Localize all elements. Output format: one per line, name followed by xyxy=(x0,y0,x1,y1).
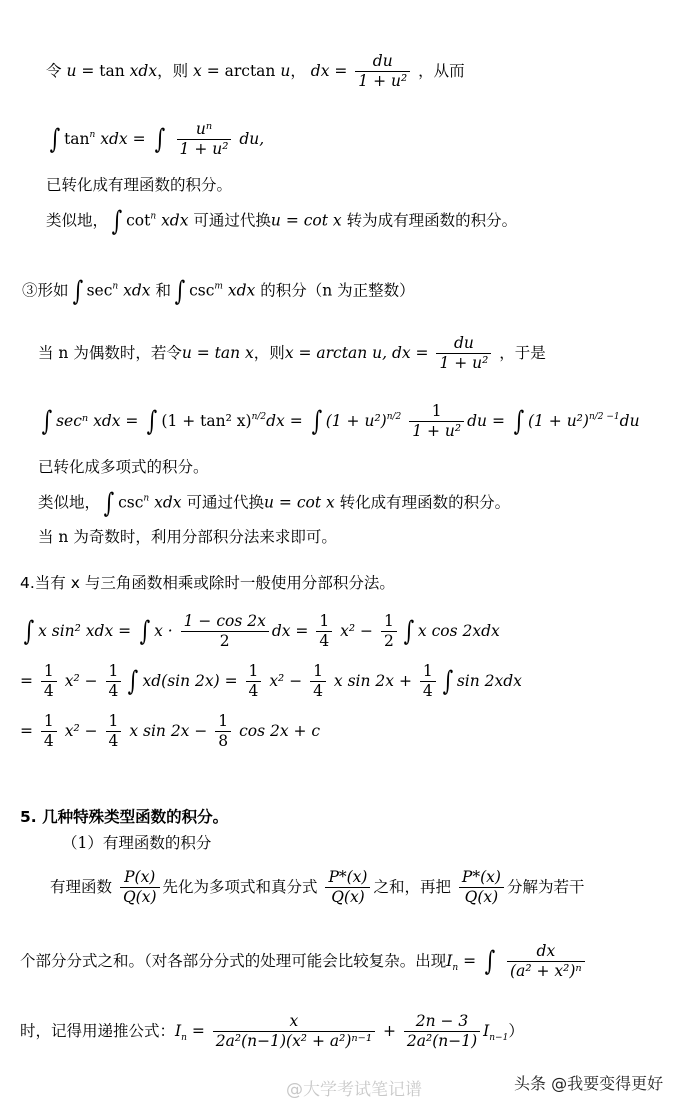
integral-sign: ∫ xyxy=(23,616,35,648)
text: ） xyxy=(508,1021,524,1040)
numerator: uⁿ xyxy=(177,120,232,140)
exponent: n/2 −1 xyxy=(588,411,620,422)
integral-sign: ∫ xyxy=(442,666,454,698)
text: x² − xyxy=(264,671,308,690)
integral-sign: ∫ xyxy=(154,124,165,156)
text: tan xyxy=(64,129,90,148)
text: 转为成有理函数的积分。 xyxy=(341,211,518,230)
text: xdx xyxy=(118,281,151,300)
text: (1 + tan² x) xyxy=(161,411,252,430)
integral-sign: ∫ xyxy=(41,406,53,438)
line-rational-decompose xyxy=(50,868,584,908)
integral-sign: ∫ xyxy=(174,276,186,307)
denominator: 4 xyxy=(108,682,119,701)
var: u xyxy=(280,61,291,80)
text: xdx xyxy=(222,281,256,300)
numerator: du xyxy=(436,334,491,354)
denominator: 2 xyxy=(383,632,394,651)
denominator: 2a²(n−1)(x² + a²)ⁿ⁻¹ xyxy=(215,1032,373,1051)
var: xdx xyxy=(129,61,158,80)
text: 和 xyxy=(150,281,171,300)
exponent: n/2 xyxy=(251,411,267,422)
denominator: 4 xyxy=(313,682,323,701)
numerator: 1 xyxy=(106,712,122,732)
exponent: n xyxy=(112,281,119,292)
text: u = cot x xyxy=(270,211,342,230)
denominator: 4 xyxy=(43,682,54,701)
text: 类似地， xyxy=(38,493,101,512)
text: x sin 2x − xyxy=(124,721,213,740)
exponent: n/2 xyxy=(386,411,402,422)
denominator: 2a²(n−1) xyxy=(406,1032,478,1051)
integral-sign: ∫ xyxy=(513,406,525,438)
paragraph: 当 n 为奇数时，利用分部积分法来求即可。 xyxy=(38,528,337,546)
text: (1 + u²) xyxy=(325,411,387,430)
text: x² − xyxy=(335,621,378,640)
author-credit: 头条 @我要变得更好 xyxy=(514,1074,664,1093)
denominator: 8 xyxy=(218,732,229,751)
text: 个部分分式之和。（对各部分分式的处理可能会比较复杂。出现 xyxy=(20,951,447,970)
integral-sign: ∫ xyxy=(311,406,322,438)
text: du, xyxy=(239,129,265,148)
numerator: 1 xyxy=(106,662,122,682)
text: x² − xyxy=(59,671,103,690)
fraction xyxy=(507,942,585,982)
text: + xyxy=(378,1021,401,1040)
text: xdx = xyxy=(95,129,151,148)
formula-step-2 xyxy=(20,662,522,702)
fraction xyxy=(41,712,57,752)
text: = xyxy=(458,951,482,970)
numerator: 1 xyxy=(381,612,397,632)
fraction xyxy=(177,120,232,160)
var: dx xyxy=(310,61,330,80)
numerator: 1 − cos 2x xyxy=(181,612,269,632)
numerator: P*(x) xyxy=(459,868,504,888)
line-even-case xyxy=(38,334,546,374)
fraction xyxy=(310,662,326,702)
text: ，则 xyxy=(253,343,285,362)
text: 可通过代换 xyxy=(188,211,271,230)
exponent: n xyxy=(143,493,150,504)
fraction xyxy=(106,662,122,702)
text: 可通过代换 xyxy=(181,493,264,512)
watermark: @大学考试笔记谱 xyxy=(286,1080,422,1100)
fraction xyxy=(381,612,397,652)
integral-sign: ∫ xyxy=(103,488,115,519)
text: = tan xyxy=(76,61,130,80)
var: x xyxy=(193,61,202,80)
numerator: 1 xyxy=(215,712,231,732)
text: sin 2xdx xyxy=(456,671,522,690)
text: csc xyxy=(118,493,144,512)
numerator: 1 xyxy=(41,712,57,732)
text: ③形如 xyxy=(22,281,69,300)
paragraph: 已转化成多项式的积分。 xyxy=(38,458,209,476)
text: du xyxy=(619,411,640,430)
integral-sign: ∫ xyxy=(111,206,123,237)
text: = arctan xyxy=(201,61,281,80)
integral-sign: ∫ xyxy=(128,666,139,698)
text: cot xyxy=(126,211,151,230)
text: x · xyxy=(154,621,178,640)
subscript: n xyxy=(181,1032,187,1043)
fraction xyxy=(355,52,410,92)
formula-step-3 xyxy=(20,712,320,752)
text: dx = xyxy=(271,621,314,640)
text: dx = xyxy=(266,411,308,430)
denominator: 4 xyxy=(422,682,433,701)
text: = xyxy=(329,61,353,80)
integral-sign: ∫ xyxy=(484,946,496,978)
fraction xyxy=(41,662,57,702)
exponent: n xyxy=(150,211,157,222)
subscript: n xyxy=(452,962,459,973)
exponent: m xyxy=(214,281,223,292)
subscript: n−1 xyxy=(489,1032,509,1043)
text: 有理函数 xyxy=(50,877,113,896)
integral-sign: ∫ xyxy=(147,406,158,438)
text: = xyxy=(186,1021,210,1040)
text: = xyxy=(20,721,38,740)
text: ，则 xyxy=(157,61,189,80)
numerator: 1 xyxy=(41,662,57,682)
integral-sign: ∫ xyxy=(139,616,151,648)
text: 时，记得用递推公式： xyxy=(20,1021,176,1040)
numerator: 1 xyxy=(420,662,436,682)
denominator: 2 xyxy=(219,632,230,651)
text: csc xyxy=(189,281,215,300)
numerator: 1 xyxy=(246,662,262,682)
integral-sign: ∫ xyxy=(72,276,83,307)
denominator: 4 xyxy=(108,732,119,751)
text: (1 + u²) xyxy=(527,411,589,430)
numerator: du xyxy=(355,52,410,72)
text: 转化成有理函数的积分。 xyxy=(334,493,511,512)
numerator: 1 xyxy=(409,402,464,422)
text: I xyxy=(446,951,453,970)
numerator: dx xyxy=(507,942,585,962)
numerator: 1 xyxy=(316,612,332,632)
denominator: (a² + x²)ⁿ xyxy=(510,962,582,981)
numerator: 2n − 3 xyxy=(404,1012,480,1032)
fraction xyxy=(316,612,332,652)
denominator: 1 + u² xyxy=(358,72,408,91)
denominator: 1 + u² xyxy=(439,354,489,373)
text: 令 xyxy=(46,61,62,80)
section-heading-5: 5. 几种特殊类型函数的积分。 xyxy=(20,808,229,826)
text: ，从而 xyxy=(418,61,465,80)
fraction xyxy=(459,868,504,908)
denominator: 4 xyxy=(319,632,330,651)
integral-sign: ∫ xyxy=(49,124,61,156)
denominator: Q(x) xyxy=(122,888,157,907)
paragraph: 已转化成有理函数的积分。 xyxy=(46,176,233,194)
fraction xyxy=(409,402,464,442)
fraction xyxy=(420,662,436,702)
text: x sin² xdx = xyxy=(38,621,137,640)
denominator: 1 + u² xyxy=(179,140,229,159)
numerator: 1 xyxy=(310,662,326,682)
fraction xyxy=(246,662,262,702)
fraction xyxy=(215,712,231,752)
var: u xyxy=(66,61,77,80)
line-recursion-formula xyxy=(20,1012,524,1052)
formula-x-sin2 xyxy=(20,612,500,652)
fraction xyxy=(404,1012,480,1052)
exponent: n xyxy=(89,129,96,140)
fraction xyxy=(213,1012,375,1052)
fraction xyxy=(181,612,269,652)
text: x² − xyxy=(59,721,103,740)
text: ，于是 xyxy=(499,343,546,362)
line-cot-similar xyxy=(46,208,517,235)
text: 当 n 为偶数时，若令 xyxy=(38,343,182,362)
text: 分解为若干 xyxy=(506,877,585,896)
fraction xyxy=(120,868,160,908)
numerator: x xyxy=(213,1012,375,1032)
text: xdx xyxy=(156,211,189,230)
section-heading-4: 4.当有 x 与三角函数相乘或除时一般使用分部积分法。 xyxy=(20,574,395,592)
denominator: Q(x) xyxy=(464,888,499,907)
section-heading-sec-csc xyxy=(22,278,415,305)
line-substitution-tan xyxy=(46,52,465,92)
formula-sec-power xyxy=(38,402,640,442)
formula-tan-power xyxy=(46,120,264,160)
denominator: 1 + u² xyxy=(412,422,462,441)
text: 类似地， xyxy=(46,211,109,230)
fraction xyxy=(325,868,370,908)
text: secⁿ xdx = xyxy=(56,411,144,430)
denominator: 4 xyxy=(248,682,259,701)
denominator: 4 xyxy=(43,732,54,751)
numerator: P*(x) xyxy=(325,868,370,888)
text: x = arctan u, dx = xyxy=(284,343,434,362)
denominator: Q(x) xyxy=(331,888,365,907)
subheading-rational: （1）有理函数的积分 xyxy=(62,834,212,852)
fraction xyxy=(436,334,491,374)
text: xdx xyxy=(149,493,182,512)
text: du = xyxy=(467,411,510,430)
text: u = cot x xyxy=(264,493,335,512)
numerator: P(x) xyxy=(120,868,160,888)
text: 之和，再把 xyxy=(373,877,451,896)
fraction xyxy=(106,712,122,752)
text: x sin 2x + xyxy=(329,671,417,690)
text: = xyxy=(20,671,38,690)
text: xd(sin 2x) = xyxy=(142,671,243,690)
text: cos 2x + c xyxy=(234,721,321,740)
text: u = tan x xyxy=(181,343,254,362)
text: I xyxy=(175,1021,182,1040)
line-partial-fractions xyxy=(20,942,588,982)
text: ， xyxy=(290,61,306,80)
text: sec xyxy=(86,281,113,300)
integral-sign: ∫ xyxy=(403,616,415,648)
text: 先化为多项式和真分式 xyxy=(162,877,318,896)
text: I xyxy=(483,1021,490,1040)
text: x cos 2xdx xyxy=(417,621,500,640)
text: 的积分（n 为正整数） xyxy=(255,281,415,300)
line-csc-similar xyxy=(38,490,510,517)
